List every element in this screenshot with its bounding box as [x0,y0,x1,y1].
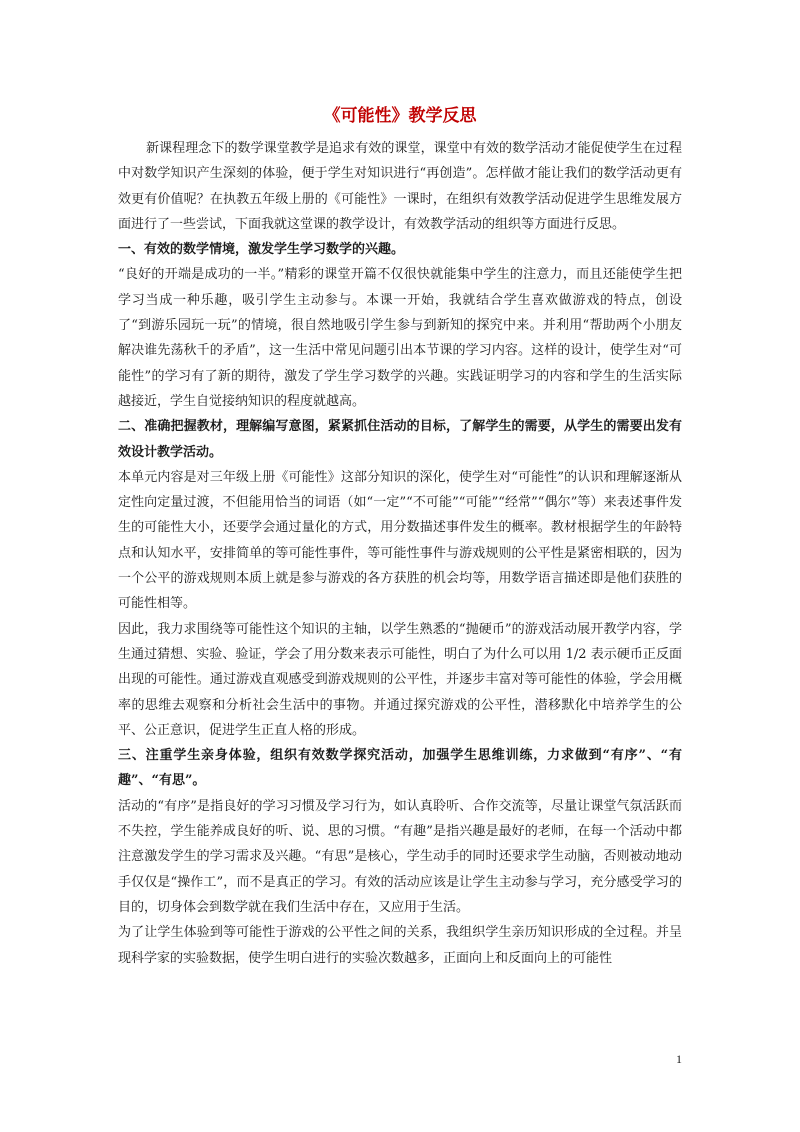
section-3-paragraph-2: 为了让学生体验到等可能性于游戏的公平性之间的关系，我组织学生亲历知识形成的全过程。并呈现科学家的实验数据，使学生明白进行的实验次数越多，正面向上和反面向上的可能性 [118,925,682,966]
document-title: 《可能性》教学反思 [323,106,477,126]
section-1-paragraph: “良好的开端是成功的一半。”精彩的课堂开篇不仅很快就能集中学生的注意力，而且还能使学生把学习当成一种乐趣，吸引学生主动参与。本课一开始，我就结合学生喜欢做游戏的特点，创设了“到游乐园玩一玩”的情境，很自然地吸引学生参与到新知的探究中来。并利用“帮助两个小朋友解决谁先荡秋千的矛盾”，这一生活中常见问题引出本节课的学习内容。这样的设计，使学生对“可能性”的学习有了新的期待，激发了学生学习数学的兴趣。实践证明学习的内容和学生的生活实际越接近，学生自觉接纳知识的程度就越高。 [118,267,682,409]
document-body [118,104,682,971]
section-2-paragraph-2: 因此，我力求围绕等可能性这个知识的主轴，以学生熟悉的“抛硬币”的游戏活动展开教学内容，学生通过猜想、实验、验证，学会了用分数来表示可能性，明白了为什么可以用 1/2 表示硬币正反面出现的可能性。通过游戏直观感受到游戏规则的公平性，并逐步丰富对等可能性的体验，学会用概率的思维去观察和分析社会生活中的事物。并通过探究游戏的公平性，潜移默化中培养学生的公平、公正意识，促进学生正直人格的形成。 [118,621,682,738]
section-heading-3: 三、注重学生亲身体验，组织有效数学探究活动，加强学生思维训练，力求做到“有序”、“有趣”、“有思”。 [118,748,682,789]
intro-paragraph: 新课程理念下的数学课堂教学是追求有效的课堂，课堂中有效的数学活动才能促使学生在过程中对数学知识产生深刻的体验，便于学生对知识进行“再创造”。怎样做才能让我们的数学活动更有效更有价值呢？在执教五年级上册的《可能性》一课时，在组织有效教学活动促进学生思维发展方面进行了一些尝试，下面我就这堂课的教学设计，有效教学活动的组织等方面进行反思。 [118,141,682,232]
page-number: 1 [676,1052,682,1066]
section-2-paragraph-1: 本单元内容是对三年级上册《可能性》这部分知识的深化，使学生对“可能性”的认识和理解逐渐从定性向定量过渡，不但能用恰当的词语（如“一定”“不可能”“可能”“经常”“偶尔”等）来表述事件发生的可能性大小，还要学会通过量化的方式，用分数描述事件发生的概率。教材根据学生的年龄特点和认知水平，安排简单的等可能性事件，等可能性事件与游戏规则的公平性是紧密相联的，因为一个公平的游戏规则本质上就是参与游戏的各方获胜的机会均等，用数学语言描述即是他们获胜的可能性相等。 [118,469,682,612]
section-heading-1: 一、有效的数学情境，激发学生学习数学的兴趣。 [118,242,405,258]
section-heading-2: 二、准确把握教材，理解编写意图，紧紧抓住活动的目标，了解学生的需要，从学生的需要出发有效设计教学活动。 [118,419,682,460]
section-3-paragraph-1: 活动的“有序”是指良好的学习习惯及学习行为，如认真聆听、合作交流等，尽量让课堂气氛活跃而不失控，学生能养成良好的听、说、思的习惯。“有趣”是指兴趣是最好的老师，在每一个活动中都注意激发学生的学习需求及兴趣。“有思”是核心，学生动手的同时还要求学生动脑，否则被动地动手仅仅是“操作工”，而不是真正的学习。有效的活动应该是让学生主动参与学习，充分感受学习的目的，切身体会到数学就在我们生活中存在，又应用于生活。 [118,798,682,915]
